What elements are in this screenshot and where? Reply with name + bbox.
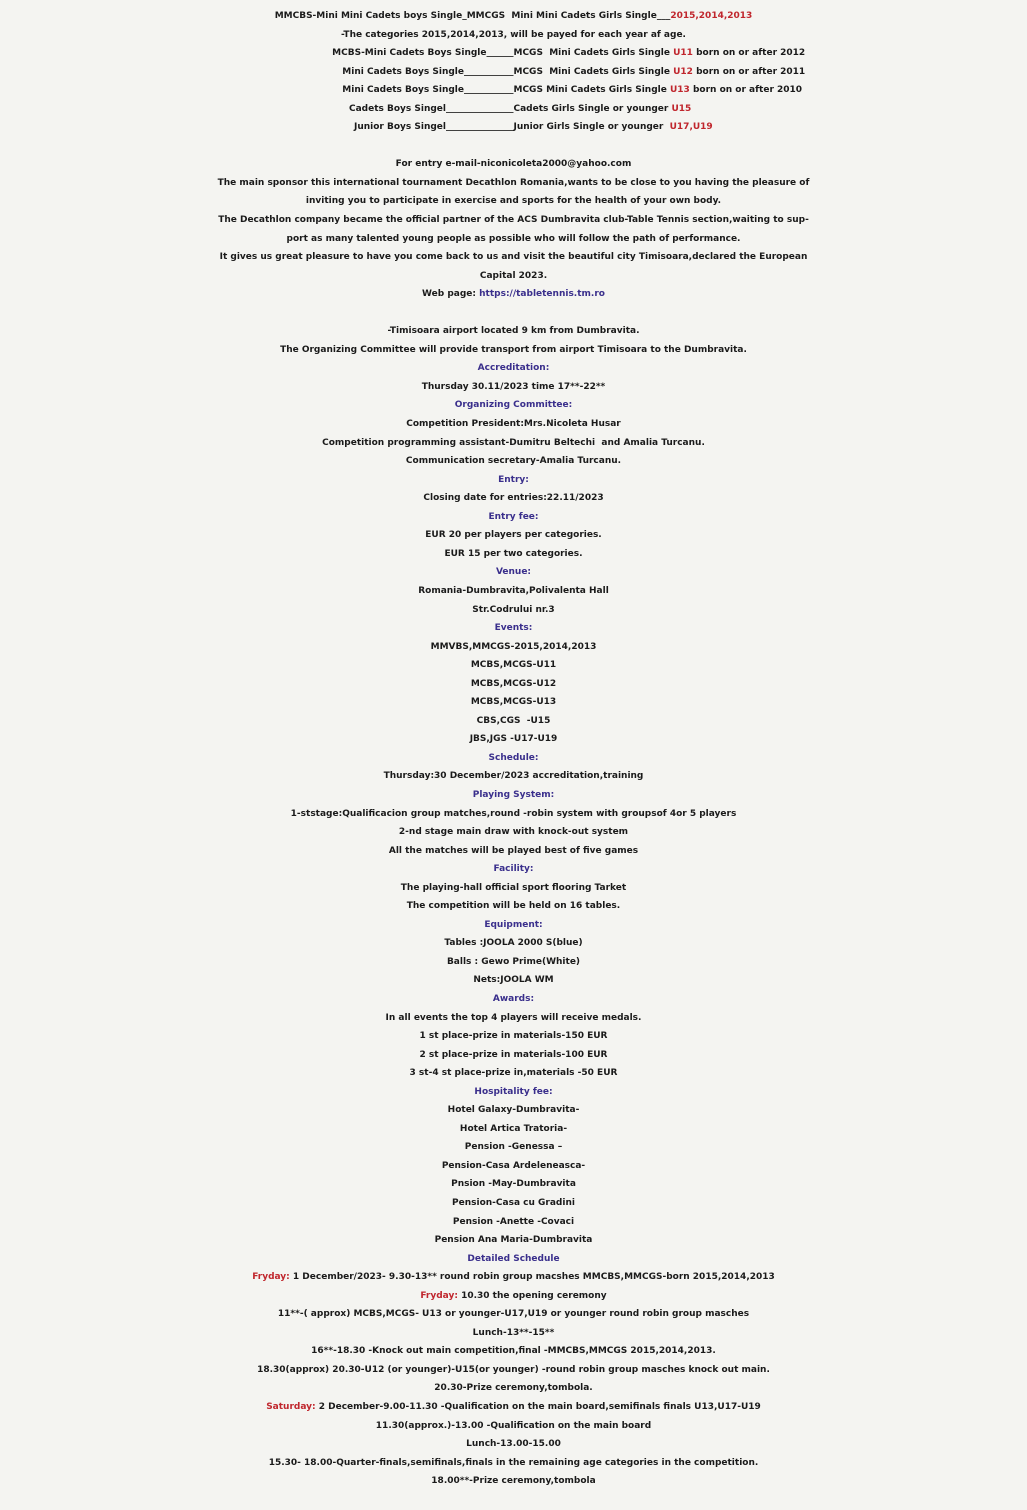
schedule-line: Fryday: 1 December/2023- 9.30-13** round robin group macshes MMCBS,MMCGS-born 2015,2014,2013 [252,1272,775,1283]
detailed-schedule-heading: Detailed Schedule [467,1253,560,1264]
schedule-line: 15.30- 18.00-Quarter-finals,semifinals,finals in the remaining age categories in the competition. [268,1457,759,1468]
section-line: EUR 20 per players per categories. [425,530,602,541]
section-line: Thursday:30 December/2023 accreditation,training [383,771,644,782]
header-note: -The categories 2015,2014,2013, will be payed for each year af age. [341,29,686,40]
category-row: MCBS-Mini Cadets Boys Single______ MCGS Mini Cadets Girls Single U11 born on or after 2012 [332,48,806,59]
entry-email: For entry e-mail-niconicoleta2000@yahoo.com [395,159,632,170]
section-heading: Entry: [498,474,529,485]
section-line: Pension-Casa Ardeleneasca- [441,1160,586,1171]
section-heading: Accreditation: [477,363,550,374]
section-heading: Hospitality fee: [474,1086,553,1097]
section-heading: Playing System: [472,789,555,800]
info-sections [0,359,1027,1249]
section-line: In all events the top 4 players will receive medals. [385,1012,642,1023]
section-heading: Events: [494,623,533,634]
section-line: JBS,JGS -U17-U19 [469,734,558,745]
section-line: Pension-Casa cu Gradini [452,1198,575,1208]
section-heading: Organizing Committee: [454,400,573,411]
schedule-line: Lunch-13**-15** [472,1327,555,1338]
section-line: Nets:JOOLA WM [473,975,554,986]
welcome-text: It gives us great pleasure to have you come back to us and visit the beautiful city Timisoara,declared the European [219,252,808,263]
schedule-line: 11.30(approx.)-13.00 -Qualification on the main board [375,1420,652,1431]
section-line: Hotel Galaxy-Dumbravita- [447,1105,580,1116]
section-heading: Venue: [495,567,532,578]
schedule-line: 18.30(approx) 20.30-U12 (or younger)-U15(or younger) -round robin group masches knock out main. [257,1364,770,1375]
category-row: Junior Boys Singel_______________ Junior Girls Single or younger U17,U19 [353,122,713,133]
schedule-line: Saturday: 2 December-9.00-11.30 -Qualification on the main board,semifinals finals U13,U17-U19 [266,1402,761,1413]
transport-info: The Organizing Committee will provide transport from airport Timisoara to the Dumbravita. [280,344,747,355]
section-line: Communication secretary-Amalia Turcanu. [405,456,622,467]
section-heading: Schedule: [488,752,539,763]
partner-text: port as many talented young people as possible who will follow the path of performance. [286,233,741,244]
section-line: 2 st place-prize in materials-100 EUR [419,1049,608,1060]
section-line: Tables :JOOLA 2000 S(blue) [444,938,583,949]
sponsor-text: inviting you to participate in exercise and sports for the health of your own body. [305,196,722,207]
section-line: Hotel Artica Tratoria- [459,1123,568,1134]
section-line: Pension -Genessa – [464,1142,563,1153]
welcome-text: Capital 2023. [479,270,548,281]
schedule-line: 18.00**-Prize ceremony,tombola [431,1476,596,1487]
section-heading: Awards: [492,993,535,1004]
section-line: MCBS,MCGS-U12 [470,678,557,689]
web-link[interactable]: https://tabletennis.tm.ro [479,289,605,300]
section-line: 1 st place-prize in materials-150 EUR [419,1031,608,1042]
section-line: Closing date for entries:22.11/2023 [423,493,604,504]
web-page: Web page: https://tabletennis.tm.ro [422,289,605,300]
schedule-line: 16**-18.30 -Knock out main competition,final -MMCBS,MMCGS 2015,2014,2013. [311,1346,716,1357]
section-line: 2-nd stage main draw with knock-out system [398,827,629,838]
spacer [0,137,1027,156]
schedule-line: 20.30-Prize ceremony,tombola. [434,1383,593,1394]
section-line: CBS,CGS -U15 [476,715,551,726]
categories-list [0,44,1027,137]
airport-info: -Timisoara airport located 9 km from Dumbravita. [387,326,640,337]
section-heading: Equipment: [484,919,543,930]
section-line: 1-ststage:Qualificacion group matches,round -robin system with groupsof 4or 5 players [290,808,737,819]
category-row: Mini Cadets Boys Single___________ MCGS Mini Cadets Girls Single U13 born on or after 2010 [342,85,803,96]
category-row: Mini Cadets Boys Single___________ MCGS Mini Cadets Girls Single U12 born on or after 2011 [342,66,806,77]
section-line: EUR 15 per two categories. [444,548,583,559]
section-line: Romania-Dumbravita,Polivalenta Hall [418,585,609,596]
section-line: 3 st-4 st place-prize in,materials -50 EUR [409,1068,618,1079]
section-line: All the matches will be played best of five games [388,845,639,856]
section-line: MMVBS,MMCGS-2015,2014,2013 [430,641,597,652]
section-line: Competition programming assistant-Dumitru Beltechi and Amalia Turcanu. [322,437,705,448]
section-line: Pnsion -May-Dumbravita [451,1179,576,1190]
section-line: The playing-hall official sport flooring Tarket [400,882,627,893]
spacer [0,304,1027,323]
header-line: MMCBS-Mini Mini Cadets boys Single_MMCGS Mini Mini Cadets Girls Single___2015,2014,2013 [274,11,753,21]
section-line: MCBS,MCGS-U11 [470,660,557,671]
section-line: Pension -Anette -Covaci [452,1216,575,1227]
section-line: Thursday 30.11/2023 time 17**-22** [421,381,606,392]
section-line: Pension Ana Maria-Dumbravita [434,1235,593,1246]
section-line: The competition will be held on 16 tables. [406,901,621,912]
section-heading: Entry fee: [488,511,539,522]
schedule-line: Lunch-13.00-15.00 [466,1439,561,1450]
section-line: Str.Codrului nr.3 [472,604,555,615]
section-line: MCBS,MCGS-U13 [470,697,557,708]
sponsor-text: The main sponsor this international tournament Decathlon Romania,wants to be close to you having the pleasure of [217,177,810,188]
schedule-line: Fryday: 10.30 the opening ceremony [420,1290,607,1301]
section-heading: Facility: [493,864,534,875]
years-highlight: 2015,2014,2013 [670,11,753,21]
partner-text: The Decathlon company became the official partner of the ACS Dumbravita club-Table Tennis section,waiting to sup- [218,215,809,226]
category-row: Cadets Boys Singel_______________ Cadets Girls Single or younger U15 [348,103,692,114]
section-line: Balls : Gewo Prime(White) [446,956,581,967]
schedule-line: 11**-( approx) MCBS,MCGS- U13 or younger-U17,U19 or younger round robin group masches [277,1309,750,1320]
section-line: Competition President:Mrs.Nicoleta Husar [406,419,621,430]
